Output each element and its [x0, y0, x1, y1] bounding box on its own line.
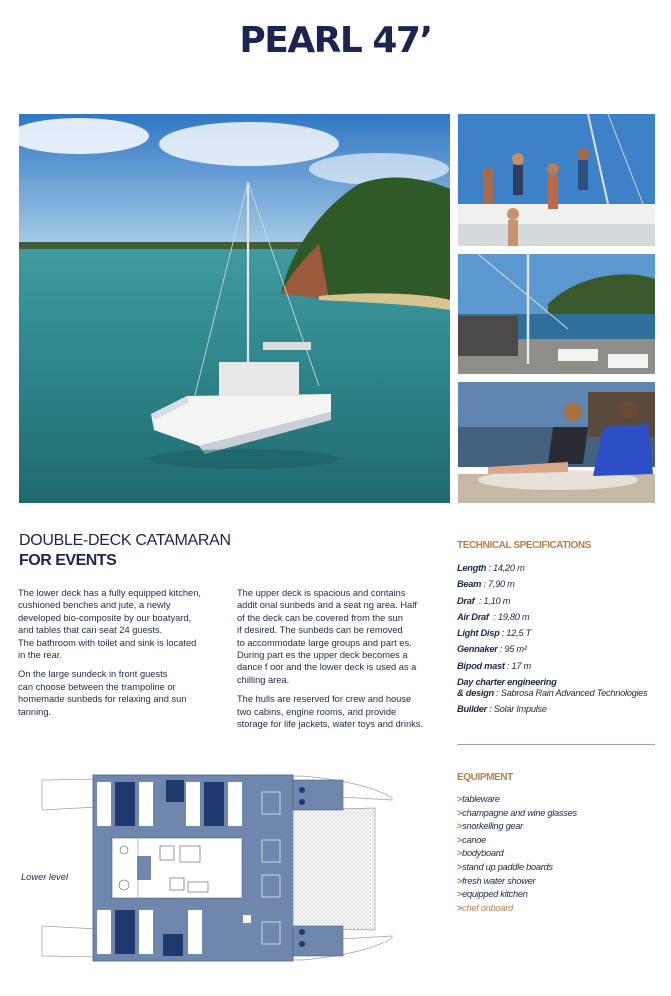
section-heading-line2: FOR EVENTS	[19, 552, 117, 569]
specs-title: TECHNICAL SPECIFICATIONS	[457, 540, 591, 551]
description-paragraph: On the large sundeck in front guests can choose between the trampoline or homemade sunbeds for relaxing and sun tanning.	[18, 669, 187, 717]
description-paragraph: The upper deck is spacious and contains addit onal sunbeds and a seat ng area. Half of the deck can be covered from the sun if desired. The sunbeds can be removed to accommodate large groups and part es. During part es the upper deck becomes a dance f oor and the lower deck is used as a chilling area.	[237, 588, 417, 685]
equipment-item: >tableware	[457, 794, 500, 804]
equipment-item: >stand up paddle boards	[457, 861, 553, 872]
page-title: PEARL 47’	[239, 20, 432, 61]
spec-row-light-disp: Light Disp : 12,5 T	[457, 628, 531, 639]
spec-row-bipod-mast: Bipod mast : 17 m	[457, 660, 531, 671]
description-right-column	[237, 587, 447, 737]
spec-row-draft: Draf : 1,10 m	[457, 595, 511, 606]
equipment-list	[457, 793, 577, 915]
description-left-column	[18, 587, 230, 725]
section-divider	[457, 744, 655, 745]
description-paragraph: The hulls are reserved for crew and house two cabins, engine rooms, and provide storage for life jackets, water toys and drinks.	[237, 694, 424, 730]
equipment-item: >canoe	[457, 834, 486, 845]
sunbed-guests-photo	[458, 382, 655, 503]
equipment-item: >bodyboard	[457, 848, 504, 859]
upper-deck-photo	[458, 254, 655, 374]
equipment-item: >equipped kitchen	[457, 889, 528, 900]
section-heading-line1: DOUBLE-DECK CATAMARAN	[19, 532, 231, 549]
specs-list	[457, 560, 662, 716]
spec-row-beam: Beam : 7,90 m	[457, 579, 515, 590]
spec-row-gennaker: Gennaker : 95 m²	[457, 644, 527, 655]
equipment-item: >fresh water shower	[457, 875, 536, 886]
spec-row-engineering: Day charter engineering & design : Sabrosa Rain Advanced Technologies	[457, 677, 648, 699]
spec-row-air-draft: Air Draf : 19,80 m	[457, 611, 530, 622]
spec-row-builder: Builder : Solar Impulse	[457, 704, 547, 715]
equipment-item-chef: >chef onboard	[457, 902, 513, 913]
description-paragraph: The lower deck has a fully equipped kitchen, cushioned benches and jute, a newly developed bio-composite by our boatyard, and tables that can seat 24 guests. The bathroom with toilet and sink is located in the rear.	[18, 588, 201, 661]
spec-row-length: Length : 14,20 m	[457, 563, 525, 573]
equipment-item: >snorkelling gear	[457, 821, 523, 832]
main-catamaran-photo	[19, 114, 450, 503]
equipment-item: >champagne and wine glasses	[457, 807, 577, 818]
lower-level-deck-plan	[40, 770, 394, 966]
deck-party-photo	[458, 114, 655, 246]
lower-level-label: Lower level	[21, 872, 69, 882]
equipment-title: EQUIPMENT	[457, 772, 513, 783]
